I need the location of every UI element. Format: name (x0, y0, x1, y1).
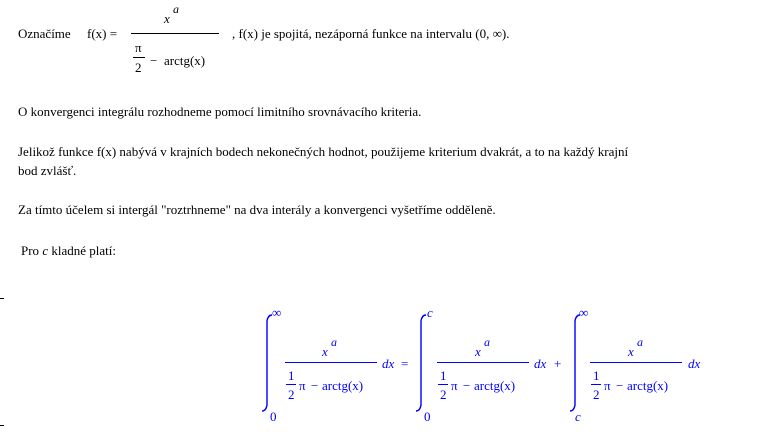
pi-half-bar (133, 57, 145, 58)
integral2-lower: 0 (424, 409, 431, 424)
paragraph-split: Za tímto účelem si intergál "roztrhneme" na dva interály a konvergenci vyšetříme odděleně. (18, 202, 496, 217)
eq3-half-bar (591, 384, 601, 385)
f-of-x: f(x) = (87, 26, 118, 41)
eq1-fraction-bar (285, 362, 377, 363)
eq2-den-two: 2 (440, 387, 447, 402)
eq3-den-one: 1 (593, 368, 600, 383)
eq3-num-x: x (628, 344, 634, 359)
paragraph-criterion-line2: bod zvlášť. (18, 163, 77, 178)
intro-label: Označíme (18, 26, 71, 41)
integral1-upper: ∞ (272, 305, 282, 320)
eq2-half-bar (438, 384, 448, 385)
eq3-dx: dx (688, 356, 701, 371)
eq3-fraction-bar (590, 362, 682, 363)
integral1-lower: 0 (270, 409, 277, 424)
eq1-num-x: x (322, 344, 328, 359)
margin-mark-top (0, 298, 4, 299)
equals-sign: = (401, 356, 409, 371)
pro-text: Pro (21, 243, 40, 258)
eq3-den-pi: π (604, 378, 611, 393)
platí-text: kladné platí: (51, 243, 116, 258)
paragraph-criterion-line1: Jelikož funkce f(x) nabývá v krajních bodech nekonečných hodnot, použijeme kriterium dvakrát, a to na každý krajní (18, 144, 629, 159)
eq2-den-minus: − (463, 378, 471, 393)
eq2-dx: dx (534, 356, 547, 371)
definition-tail: , f(x) je spojitá, nezáporná funkce na intervalu (0, ∞). (232, 26, 510, 41)
eq2-num-exp: a (484, 335, 490, 349)
eq3-den-arctg: arctg(x) (627, 378, 669, 393)
integral2-upper: c (427, 305, 433, 320)
eq2-den-arctg: arctg(x) (474, 378, 516, 393)
plus-sign: + (554, 356, 562, 371)
eq2-fraction-bar (437, 362, 529, 363)
integral-sign-1 (260, 313, 276, 413)
eq2-den-pi: π (451, 378, 458, 393)
eq3-den-two: 2 (593, 387, 600, 402)
eq1-half-bar (286, 384, 296, 385)
numerator-x: x (164, 11, 170, 26)
eq2-den-one: 1 (440, 368, 447, 383)
eq1-den-one: 1 (288, 368, 295, 383)
c-var: c (42, 243, 49, 258)
eq3-den-minus: − (616, 378, 624, 393)
numerator-exponent-a: a (173, 2, 179, 16)
eq1-dx: dx (382, 356, 395, 371)
eq3-num-exp: a (637, 335, 643, 349)
integral-sign-2 (414, 313, 430, 413)
paragraph-convergence: O konvergenci integrálu rozhodneme pomocí limitního srovnávacího kriteria. (18, 104, 422, 119)
integral-sign-3 (568, 313, 584, 413)
fraction-bar (131, 33, 219, 34)
integral3-upper: ∞ (579, 305, 589, 320)
eq2-num-x: x (475, 344, 481, 359)
eq1-den-pi: π (299, 378, 306, 393)
eq1-den-two: 2 (288, 387, 295, 402)
integral3-lower: c (575, 409, 581, 424)
denominator-arctg (164, 53, 205, 69)
arctg-text: arctg(x) (164, 53, 206, 68)
denominator-minus: − (150, 53, 158, 68)
eq1-den-minus: − (311, 378, 319, 393)
eq1-den-arctg: arctg(x) (322, 378, 364, 393)
eq1-num-exp: a (331, 335, 337, 349)
denominator-pi: π (135, 40, 142, 55)
margin-mark-bottom (0, 425, 4, 426)
denominator-two: 2 (135, 60, 142, 75)
paragraph-positive-c (21, 243, 116, 259)
